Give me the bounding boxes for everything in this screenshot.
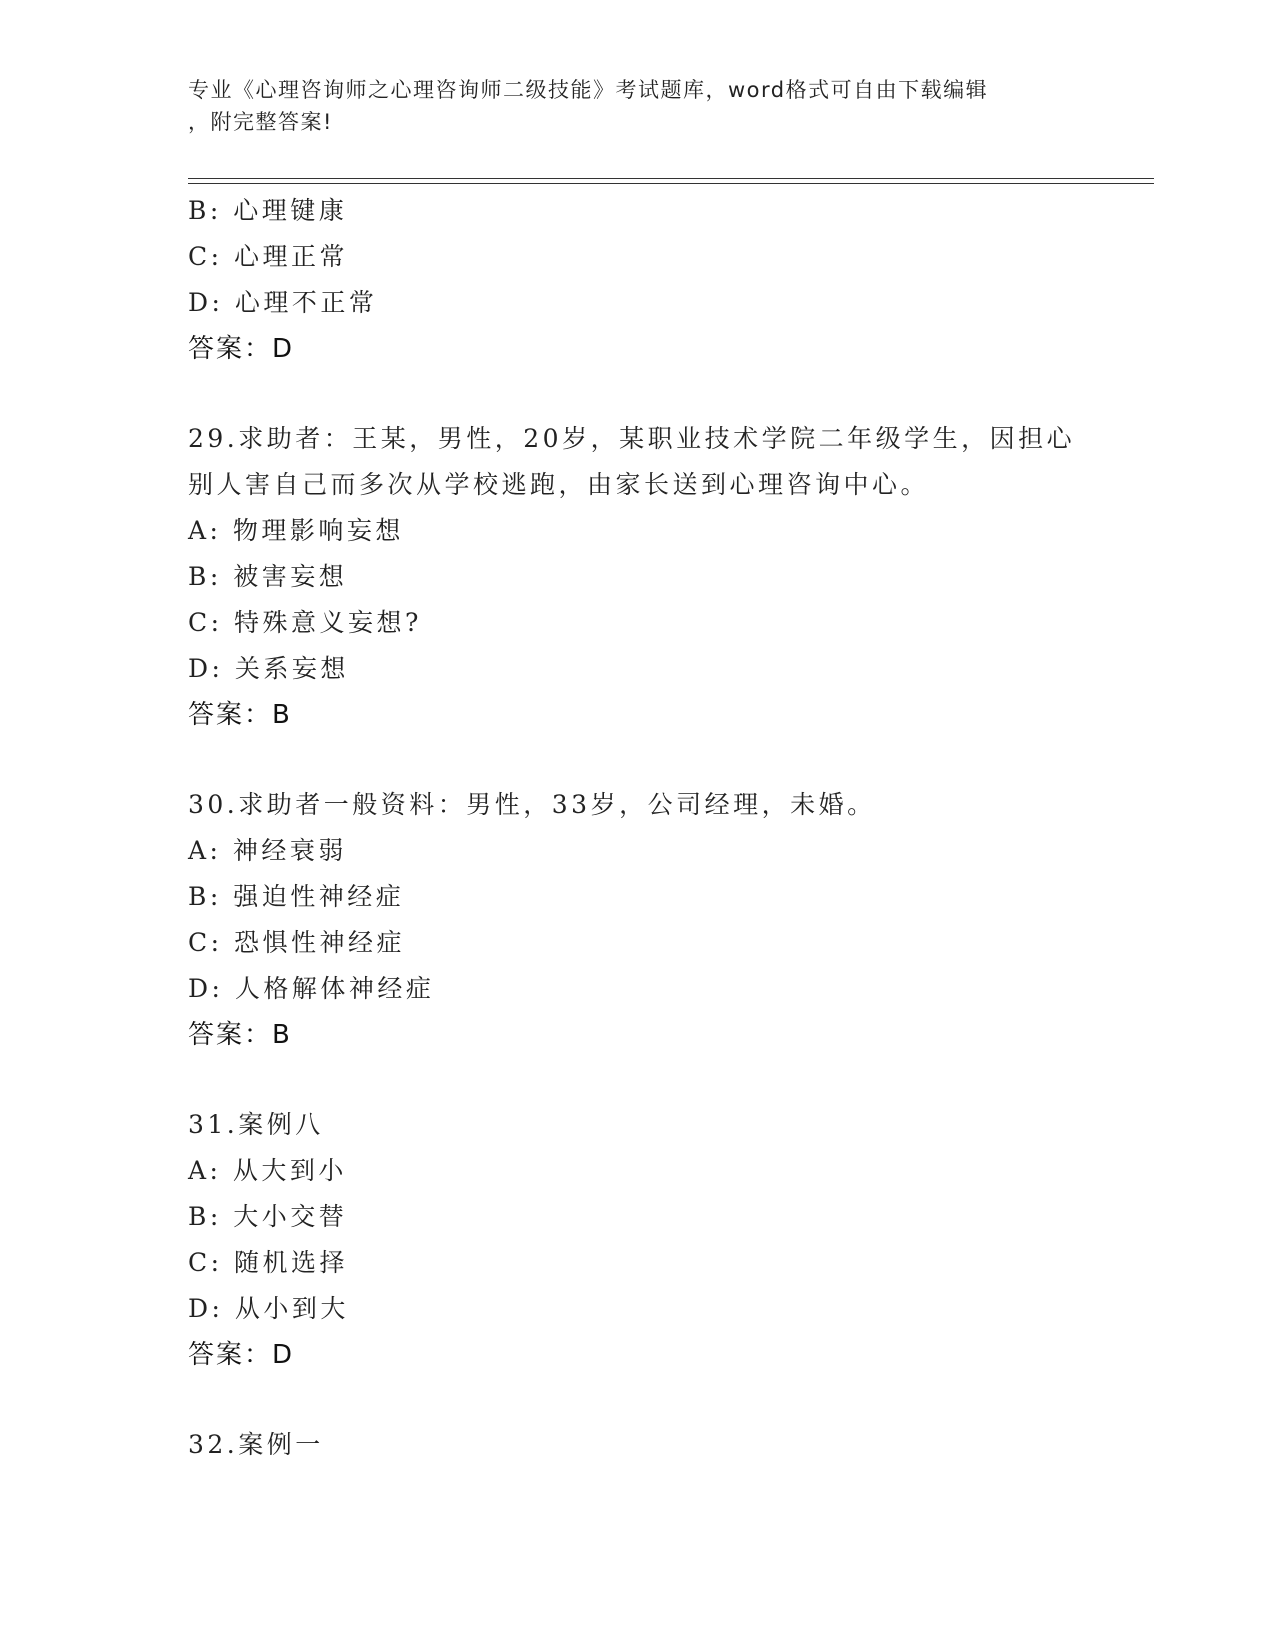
option-c: C: 特殊意义妄想? bbox=[188, 608, 422, 637]
spacer bbox=[188, 372, 1088, 416]
question-stem: 29.求助者：王某，男性，20岁，某职业技术学院二年级学生，因担心 bbox=[188, 424, 1076, 453]
option-a: A: 神经衰弱 bbox=[188, 836, 347, 865]
question-list bbox=[188, 188, 1088, 1468]
spacer bbox=[188, 1378, 1088, 1422]
header-line-1: 专业《心理咨询师之心理咨询师二级技能》考试题库，word格式可自由下载编辑 bbox=[188, 78, 989, 102]
spacer bbox=[188, 1058, 1088, 1102]
answer: 答案：B bbox=[188, 700, 292, 730]
question-stem: 31.案例八 bbox=[188, 1110, 324, 1139]
document-header bbox=[188, 74, 1068, 138]
option-c: C: 心理正常 bbox=[188, 242, 348, 271]
answer: 答案：D bbox=[188, 1340, 295, 1370]
option-a: A: 物理影响妄想 bbox=[188, 516, 404, 545]
question-stem-continued: 别人害自己而多次从学校逃跑，由家长送到心理咨询中心。 bbox=[188, 470, 930, 499]
option-c: C: 恐惧性神经症 bbox=[188, 928, 405, 957]
option-b: B: 被害妄想 bbox=[188, 562, 348, 591]
question-stem: 30.求助者一般资料：男性，33岁，公司经理，未婚。 bbox=[188, 790, 876, 819]
question-stem: 32.案例一 bbox=[188, 1430, 324, 1459]
question-30 bbox=[188, 782, 1088, 1058]
option-b: B: 心理键康 bbox=[188, 196, 348, 225]
option-a: A: 从大到小 bbox=[188, 1156, 347, 1185]
header-divider-top bbox=[188, 178, 1154, 179]
answer: 答案：B bbox=[188, 1020, 292, 1050]
option-d: D: 心理不正常 bbox=[188, 288, 378, 317]
option-d: D: 从小到大 bbox=[188, 1294, 349, 1323]
spacer bbox=[188, 738, 1088, 782]
option-d: D: 关系妄想 bbox=[188, 654, 349, 683]
question-32 bbox=[188, 1422, 1088, 1468]
option-c: C: 随机选择 bbox=[188, 1248, 348, 1277]
question-29 bbox=[188, 416, 1088, 738]
header-line-2: ，附完整答案! bbox=[188, 110, 333, 134]
header-divider-bottom bbox=[188, 183, 1154, 184]
answer: 答案：D bbox=[188, 334, 295, 364]
option-b: B: 大小交替 bbox=[188, 1202, 348, 1231]
option-b: B: 强迫性神经症 bbox=[188, 882, 405, 911]
option-d: D: 人格解体神经症 bbox=[188, 974, 435, 1003]
question-31 bbox=[188, 1102, 1088, 1378]
question-carryover bbox=[188, 188, 1088, 372]
